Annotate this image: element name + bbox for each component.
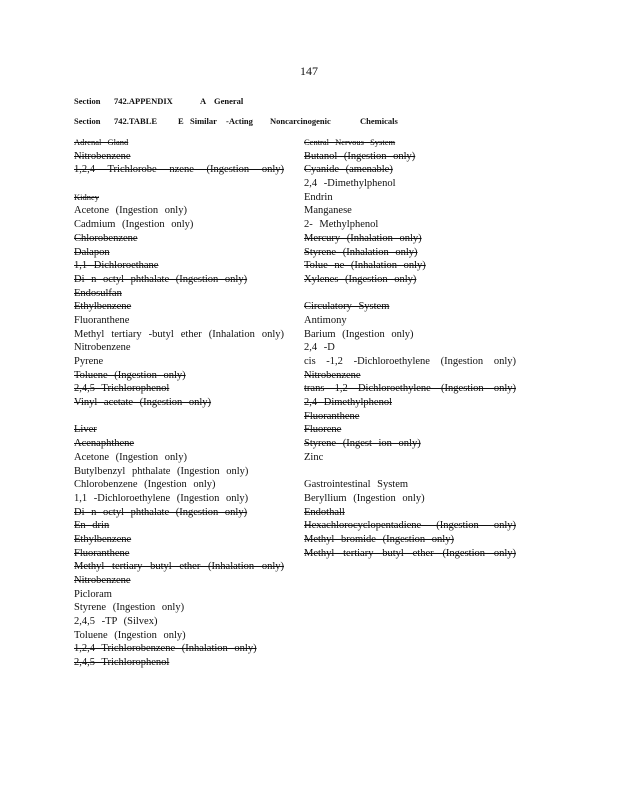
entry-text: Pyrene <box>74 356 104 367</box>
entry-text: 2,4,5 Trichlorophenol <box>74 383 170 395</box>
chemical-entry <box>304 341 516 355</box>
header-word: Section <box>74 96 101 106</box>
entry-text: Methyl tertiary -butyl ether (Inhalation only) <box>74 328 284 340</box>
chemical-entry <box>304 547 516 561</box>
chemical-entry <box>74 423 284 437</box>
entry-text: Endrin <box>304 191 333 203</box>
entry-text: Acenaphthene <box>74 438 135 450</box>
entry-text: 1,2,4 Trichlorobenzene (Inhalation only) <box>74 643 257 655</box>
chemical-entry <box>304 150 516 164</box>
entry-text: Methyl bromide (Ingestion only) <box>304 533 454 545</box>
entry-text: Nitrobenzene <box>74 342 131 354</box>
chemical-entry <box>304 232 516 246</box>
entry-text: Styrene (Ingestion only) <box>74 602 185 614</box>
chemical-entry <box>304 451 516 465</box>
chemical-entry <box>74 246 284 260</box>
chemical-entry <box>304 328 516 342</box>
chemical-entry <box>304 519 516 533</box>
entry-text: Butylbenzyl phthalate (Ingestion only) <box>74 465 249 477</box>
chemical-entry <box>74 300 284 314</box>
entry-text: Gastrointestinal System <box>304 479 409 491</box>
entry-text: Butanol (Ingestion only) <box>304 150 416 162</box>
chemical-entry <box>304 191 516 205</box>
entry-text: Liver <box>74 424 97 436</box>
entry-text: Nitrobenzene <box>74 150 131 162</box>
header-word: A <box>200 96 207 106</box>
chemical-entry <box>304 492 516 506</box>
chemical-entry <box>74 478 284 492</box>
entry-text: Fluoranthene <box>74 314 130 326</box>
entry-text: Beryllium (Ingestion only) <box>304 492 425 504</box>
spacer <box>304 287 516 301</box>
entry-text: Styrene (Inhalation only) <box>304 246 418 258</box>
entry-text: Fluoranthene <box>74 547 130 559</box>
entry-text: 2- Methylphenol <box>304 219 379 231</box>
entry-text: Endosulfan <box>74 287 122 299</box>
chemical-entry <box>304 204 516 218</box>
chemical-entry <box>74 588 284 602</box>
chemical-entry <box>74 560 284 574</box>
header-word: Noncarcinogenic <box>270 116 331 126</box>
entry-text: Tolue ne (Inhalation only) <box>304 260 426 272</box>
entry-text: Dalapon <box>74 246 110 258</box>
chemical-entry <box>74 451 284 465</box>
chemical-entry <box>304 396 516 410</box>
chemical-entry <box>74 163 284 177</box>
chemical-entry <box>74 314 284 328</box>
entry-text: Chlorobenzene (Ingestion only) <box>74 479 216 491</box>
entry-text: Kidney <box>74 191 100 202</box>
chemical-entry <box>74 232 284 246</box>
chemical-entry <box>74 341 284 355</box>
entry-text: Xylenes (Ingestion only) <box>304 273 417 285</box>
entry-text: trans 1,2 Dichloroethylene (Ingestion only) <box>304 383 516 395</box>
entry-text: Barium (Ingestion only) <box>304 328 414 340</box>
chemical-entry <box>304 437 516 451</box>
category-heading <box>74 136 284 150</box>
entry-text: Picloram <box>74 588 112 600</box>
category-heading <box>304 136 516 150</box>
spacer <box>74 410 284 424</box>
chemical-entry <box>304 300 516 314</box>
chemical-entry <box>74 437 284 451</box>
entry-text: Chlorobenzene <box>74 232 138 244</box>
entry-text: Acetone (Ingestion only) <box>74 451 187 463</box>
spacer <box>304 465 516 479</box>
entry-text: Circulatory System <box>304 301 390 313</box>
chemical-entry <box>74 506 284 520</box>
header-word: -Acting <box>226 116 253 126</box>
chemical-entry <box>304 246 516 260</box>
chemical-entry <box>74 492 284 506</box>
entry-text: Manganese <box>304 205 352 217</box>
entry-text: Antimony <box>304 314 347 326</box>
header-word: General <box>214 96 244 106</box>
chemical-entry <box>74 629 284 643</box>
header-word: E <box>178 116 184 126</box>
entry-text: Ethylbenzene <box>74 533 132 545</box>
chemical-entry <box>74 519 284 533</box>
chemical-entry <box>304 369 516 383</box>
entry-text: cis -1,2 -Dichloroethylene (Ingestion only) <box>304 356 516 367</box>
entry-text: Toluene (Ingestion only) <box>74 629 186 641</box>
entry-text: 1,1 Dichloroethane <box>74 260 159 272</box>
chemical-entry <box>74 273 284 287</box>
entry-text: Hexachlorocyclopentadiene (Ingestion only) <box>304 520 516 532</box>
chemical-entry <box>304 423 516 437</box>
chemical-entry <box>304 273 516 287</box>
entry-text: Endothall <box>304 506 345 518</box>
entry-text: Fluoranthene <box>304 410 360 422</box>
chemical-entry <box>74 150 284 164</box>
entry-text: Central Nervous System <box>304 137 396 147</box>
left-column <box>74 136 284 670</box>
header-word: Section <box>74 116 101 126</box>
right-column <box>304 136 516 560</box>
chemical-entry <box>74 369 284 383</box>
entry-text: Methyl tertiary butyl ether (Inhalation only) <box>74 561 284 573</box>
chemical-entry <box>304 410 516 424</box>
chemical-entry <box>74 396 284 410</box>
chemical-entry <box>74 533 284 547</box>
header-word: Chemicals <box>360 116 398 126</box>
entry-text: Mercury (Inhalation only) <box>304 232 422 244</box>
header-word: Similar <box>190 116 217 126</box>
chemical-entry <box>304 314 516 328</box>
chemical-entry <box>74 382 284 396</box>
entry-text: 2,4 -Dimethylphenol <box>304 178 396 190</box>
entry-text: 2,4,5 -TP (Silvex) <box>74 616 158 628</box>
chemical-entry <box>304 177 516 191</box>
chemical-entry <box>304 478 516 492</box>
chemical-entry <box>74 642 284 656</box>
chemical-entry <box>74 656 284 670</box>
entry-text: Toluene (Ingestion only) <box>74 369 186 381</box>
chemical-entry <box>74 547 284 561</box>
entry-text: Di n octyl phthalate (Ingestion only) <box>74 273 248 285</box>
header-word: 742.APPENDIX <box>114 96 173 106</box>
spacer <box>74 177 284 191</box>
entry-text: Adrenal Gland <box>74 137 129 147</box>
entry-text: Acetone (Ingestion only) <box>74 205 187 217</box>
chemical-entry <box>304 163 516 177</box>
entry-text: Methyl tertiary butyl ether (Ingestion only) <box>304 547 516 559</box>
entry-text: 2,4 Dimethylphenol <box>304 397 392 409</box>
chemical-entry <box>304 218 516 232</box>
entry-text: Vinyl acetate (Ingestion only) <box>74 397 212 409</box>
chemical-entry <box>74 204 284 218</box>
chemical-entry <box>74 615 284 629</box>
entry-text: Nitrobenzene <box>304 369 361 381</box>
entry-text: Zinc <box>304 451 324 463</box>
entry-text: Nitrobenzene <box>74 575 131 586</box>
entry-text: Di n octyl phthalate (Ingestion only) <box>74 506 248 518</box>
entry-text: Cyanide (amenable) <box>304 164 393 176</box>
entry-text: 2,4 -D <box>304 342 335 354</box>
category-heading <box>74 191 284 205</box>
chemical-entry <box>304 506 516 520</box>
entry-text: 2,4,5 Trichlorophenol <box>74 657 170 669</box>
chemical-entry <box>74 259 284 273</box>
chemical-entry <box>304 382 516 396</box>
entry-text: 1,2,4 Trichlorobe nzene (Ingestion only) <box>74 164 284 176</box>
chemical-entry <box>74 218 284 232</box>
chemical-entry <box>304 355 516 369</box>
entry-text: En drin <box>74 520 110 532</box>
entry-text: 1,1 -Dichloroethylene (Ingestion only) <box>74 492 249 504</box>
chemical-entry <box>74 287 284 301</box>
chemical-entry <box>74 574 284 588</box>
entry-text: Ethylbenzene <box>74 301 132 313</box>
chemical-entry <box>74 465 284 479</box>
entry-text: Fluorene <box>304 424 342 436</box>
entry-text: Styrene (Ingest ion only) <box>304 438 421 450</box>
chemical-entry <box>74 328 284 342</box>
chemical-entry <box>304 533 516 547</box>
chemical-entry <box>74 601 284 615</box>
header-word: 742.TABLE <box>114 116 158 126</box>
chemical-entry <box>74 355 284 369</box>
chemical-entry <box>304 259 516 273</box>
entry-text: Cadmium (Ingestion only) <box>74 219 194 231</box>
page-number: 147 <box>300 64 318 78</box>
